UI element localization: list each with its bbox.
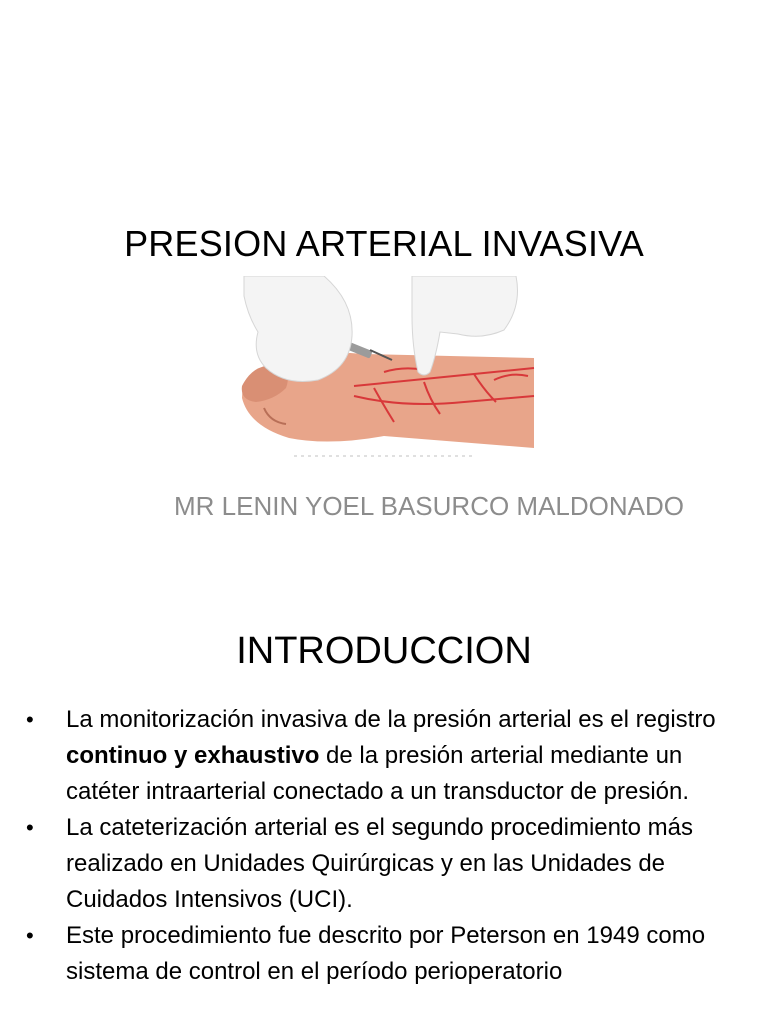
bullet-text — [66, 702, 746, 810]
bullet-icon: • — [26, 923, 34, 948]
bullet-text-prefix: La monitorización invasiva de la presión arterial es el registro — [66, 706, 716, 733]
bullet-item — [26, 810, 746, 918]
bullet-text: La cateterización arterial es el segundo procedimiento más realizado en Unidades Quirúrgicas y en las Unidades de Cuidados Intensivos (UCI). — [66, 814, 694, 913]
slide-title: PRESION ARTERIAL INVASIVA — [124, 223, 644, 264]
bullet-icon: • — [26, 815, 34, 840]
bullet-icon: • — [26, 707, 34, 732]
bullet-item — [26, 702, 746, 810]
bullet-item — [26, 918, 746, 990]
bullet-text-bold: continuo y exhaustivo — [66, 742, 320, 769]
section-title: INTRODUCCION — [236, 630, 532, 672]
bullet-text-suffix: de la presión arterial mediante un catéter intraarterial conectado a un transductor de presión. — [66, 742, 690, 805]
bullet-text: Este procedimiento fue descrito por Peterson en 1949 como sistema de control en el período perioperatorio — [66, 922, 706, 985]
bullet-list — [26, 702, 746, 990]
author-subtitle: MR LENIN YOEL BASURCO MALDONADO — [174, 491, 684, 521]
left-glove — [244, 276, 352, 382]
introduction-slide — [0, 600, 768, 1024]
arterial-puncture-illustration — [234, 276, 604, 462]
